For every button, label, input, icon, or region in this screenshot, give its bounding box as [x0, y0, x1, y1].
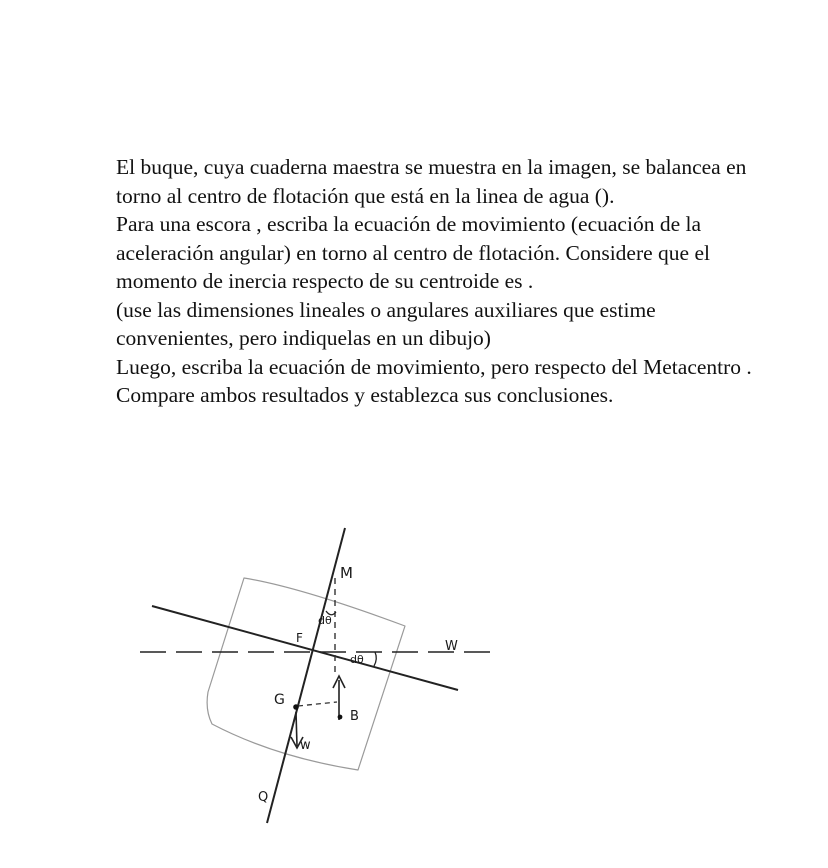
paragraph-task-1: Para una escora , escriba la ecuación de movimiento (ecuación de la aceleración angular) en torno al centro de flotación. Considere que el momento de inercia respecto de su centroide es . — [116, 212, 710, 293]
label-metacenter: M — [340, 564, 353, 582]
label-gravity-center: G — [274, 692, 285, 708]
label-axis-end: Q — [258, 790, 269, 805]
label-angle-top: dθ — [318, 614, 332, 627]
label-flotation-center: F — [296, 631, 303, 645]
label-angle-right: dθ — [350, 653, 364, 666]
buoyancy-center-point — [338, 715, 343, 720]
label-waterline: W — [445, 639, 458, 654]
paragraph-note: (use las dimensiones lineales o angulares auxiliares que estime convenientes, pero indiquelas en un dibujo) — [116, 297, 656, 350]
gravity-center-point — [293, 704, 299, 710]
paragraph-conclusion: Compare ambos resultados y establezca sus conclusiones. — [116, 383, 614, 407]
weight-arrow-shaft — [296, 712, 297, 746]
paragraph-intro: El buque, cuya cuaderna maestra se muestra en la imagen, se balancea en torno al centro de flotación que está en la linea de agua (). — [116, 155, 747, 208]
paragraph-task-2: Luego, escriba la ecuación de movimiento, pero respecto del Metacentro . — [116, 354, 752, 379]
label-weight: w — [300, 738, 311, 753]
label-buoyancy-center: B — [350, 709, 359, 724]
lever-arm-dashed — [298, 702, 337, 706]
heeled-axis — [267, 528, 345, 823]
angle-arc-right — [374, 652, 376, 666]
